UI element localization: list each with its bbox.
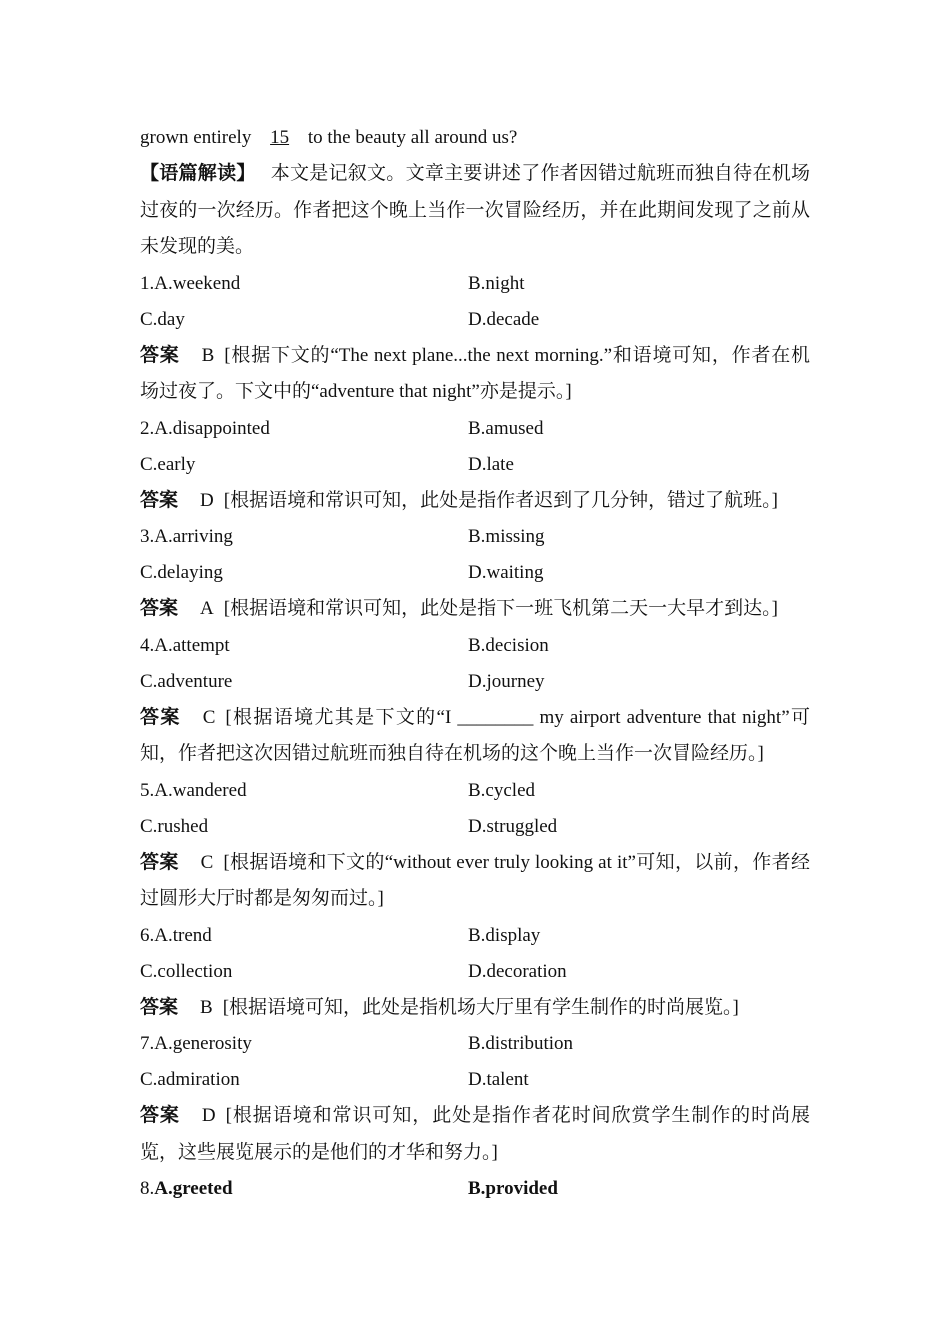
- answer-letter: B: [201, 344, 215, 366]
- option-a: 6.A.trend: [140, 924, 212, 946]
- answer-letter: D: [201, 1105, 216, 1126]
- answer-explanation: [根据语境和下文的“without ever truly looking at it”可知，以前，作者经过圆形大厅时都是匆匆而过。]: [140, 851, 810, 909]
- answer-label: 答案: [140, 489, 179, 511]
- answer-3: [140, 591, 810, 628]
- q8-option-a: 8.A.greeted: [140, 1178, 233, 1199]
- question-1-options-cd: [140, 302, 810, 338]
- option-d: D.talent: [468, 1069, 529, 1090]
- answer-explanation: [根据语境可知，此处是指机场大厅里有学生制作的时尚展览。]: [222, 996, 739, 1018]
- intro-line: [140, 120, 810, 156]
- option-c: C.day: [140, 308, 185, 330]
- answer-1: [140, 338, 810, 411]
- question-7-options-ab: [140, 1026, 810, 1062]
- answer-letter: C: [200, 851, 214, 873]
- answer-explanation: [根据语境和常识可知，此处是指作者迟到了几分钟，错过了航班。]: [223, 489, 778, 511]
- option-b: B.night: [468, 272, 525, 294]
- question-2-options-ab: [140, 411, 810, 447]
- document-page: [140, 120, 810, 1207]
- option-d: D.decoration: [468, 960, 567, 982]
- question-2-options-cd: [140, 447, 810, 483]
- answer-label: 答案: [140, 598, 179, 619]
- option-c: C.adventure: [140, 670, 233, 692]
- question-list: [140, 266, 810, 1172]
- answer-6: [140, 990, 810, 1027]
- question-6-options-ab: [140, 918, 810, 954]
- question-6-options-cd: [140, 954, 810, 990]
- answer-explanation: [根据语境和常识可知，此处是指下一班飞机第二天一大早才到达。]: [223, 598, 778, 619]
- blank-15: 15: [270, 127, 290, 148]
- option-d: D.decade: [468, 308, 540, 330]
- option-c: C.delaying: [140, 562, 223, 583]
- question-3-options-cd: [140, 555, 810, 591]
- option-c: C.rushed: [140, 815, 209, 837]
- answer-5: [140, 845, 810, 918]
- answer-7: [140, 1098, 810, 1171]
- question-8: [140, 1171, 810, 1207]
- question-1-options-ab: [140, 266, 810, 302]
- answer-label: 答案: [140, 706, 181, 728]
- answer-label: 答案: [140, 344, 180, 366]
- question-5-options-ab: [140, 773, 810, 809]
- option-a: 4.A.attempt: [140, 634, 230, 656]
- answer-letter: A: [200, 598, 214, 619]
- answer-explanation: [根据语境尤其是下文的“I ________ my airport adventure that night”可知，作者把这次因错过航班而独自待在机场的这个晚上当作一次冒险经历。]: [140, 706, 810, 764]
- question-4-options-cd: [140, 664, 810, 700]
- option-b: B.display: [468, 924, 541, 946]
- answer-4: [140, 700, 810, 773]
- option-b: B.missing: [468, 526, 545, 547]
- option-c: C.early: [140, 453, 196, 475]
- answer-letter: C: [202, 706, 216, 728]
- option-b: B.decision: [468, 634, 549, 656]
- option-a: 3.A.arriving: [140, 526, 233, 547]
- answer-letter: B: [200, 996, 213, 1018]
- intro-text-before: grown entirely: [140, 127, 257, 148]
- answer-explanation: [根据语境和常识可知，此处是指作者花时间欣赏学生制作的时尚展览，这些展览展示的是他们的才华和努力。]: [140, 1105, 810, 1163]
- answer-label: 答案: [140, 851, 179, 873]
- reading-interpretation: [140, 156, 810, 266]
- option-a: 7.A.generosity: [140, 1033, 252, 1054]
- reading-label: 【语篇解读】: [140, 163, 256, 184]
- answer-letter: D: [200, 489, 214, 511]
- answer-label: 答案: [140, 996, 179, 1018]
- intro-text-after: to the beauty all around us?: [303, 127, 518, 148]
- option-b: B.amused: [468, 417, 544, 439]
- option-c: C.admiration: [140, 1069, 240, 1090]
- answer-2: [140, 483, 810, 520]
- question-5-options-cd: [140, 809, 810, 845]
- q8-option-b: B.provided: [468, 1178, 558, 1199]
- answer-explanation: [根据下文的“The next plane...the next morning.”和语境可知，作者在机场过夜了。下文中的“adventure that night”亦是提示。]: [140, 344, 810, 402]
- option-d: D.struggled: [468, 815, 558, 837]
- option-a: 5.A.wandered: [140, 779, 247, 801]
- option-d: D.journey: [468, 670, 545, 692]
- option-a: 1.A.weekend: [140, 272, 241, 294]
- option-d: D.waiting: [468, 562, 544, 583]
- question-3-options-ab: [140, 519, 810, 555]
- question-7-options-cd: [140, 1062, 810, 1098]
- reading-text: 本文是记叙文。文章主要讲述了作者因错过航班而独自待在机场过夜的一次经历。作者把这个晚上当作一次冒险经历，并在此期间发现了之前从未发现的美。: [140, 163, 810, 257]
- option-b: B.distribution: [468, 1033, 574, 1054]
- answer-label: 答案: [140, 1105, 180, 1126]
- option-c: C.collection: [140, 960, 233, 982]
- option-d: D.late: [468, 453, 514, 475]
- option-a: 2.A.disappointed: [140, 417, 270, 439]
- question-4-options-ab: [140, 628, 810, 664]
- option-b: B.cycled: [468, 779, 536, 801]
